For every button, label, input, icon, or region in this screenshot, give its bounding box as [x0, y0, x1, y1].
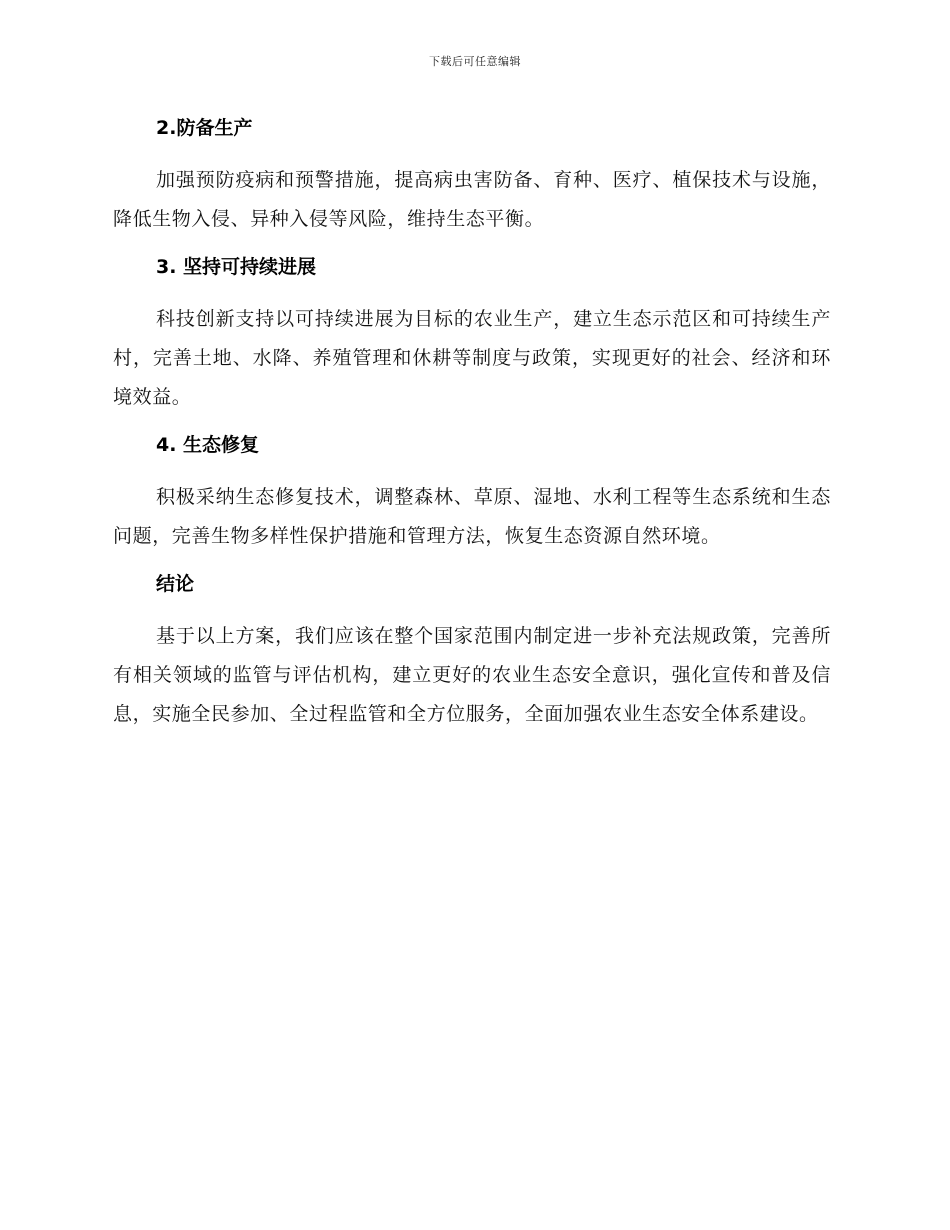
document-body: [113, 108, 831, 742]
section-heading-conclusion: 结论: [156, 573, 195, 595]
section-heading-prevention: 2.防备生产: [156, 117, 253, 139]
section-paragraph-prevention: 加强预防疫病和预警措施，提高病虫害防备、育种、医疗、植保技术与设施，降低生物入侵、异种入侵等风险，维持生态平衡。: [113, 169, 831, 230]
section-heading-sustainable: 3. 坚持可持续进展: [156, 256, 317, 278]
section-paragraph-restoration: 积极采纳生态修复技术，调整森林、草原、湿地、水利工程等生态系统和生态问题，完善生物多样性保护措施和管理方法，恢复生态资源自然环境。: [113, 486, 831, 547]
page-header-note: 下载后可任意编辑: [429, 55, 521, 68]
section-paragraph-sustainable: 科技创新支持以可持续进展为目标的农业生产，建立生态示范区和可持续生产村，完善土地、水降、养殖管理和休耕等制度与政策，实现更好的社会、经济和环境效益。: [113, 308, 831, 408]
section-heading-restoration: 4. 生态修复: [156, 434, 260, 456]
section-paragraph-conclusion: 基于以上方案，我们应该在整个国家范围内制定进一步补充法规政策，完善所有相关领域的监管与评估机构，建立更好的农业生态安全意识，强化宣传和普及信息，实施全民参加、全过程监管和全方位服务，全面加强农业生态安全体系建设。: [113, 625, 831, 725]
